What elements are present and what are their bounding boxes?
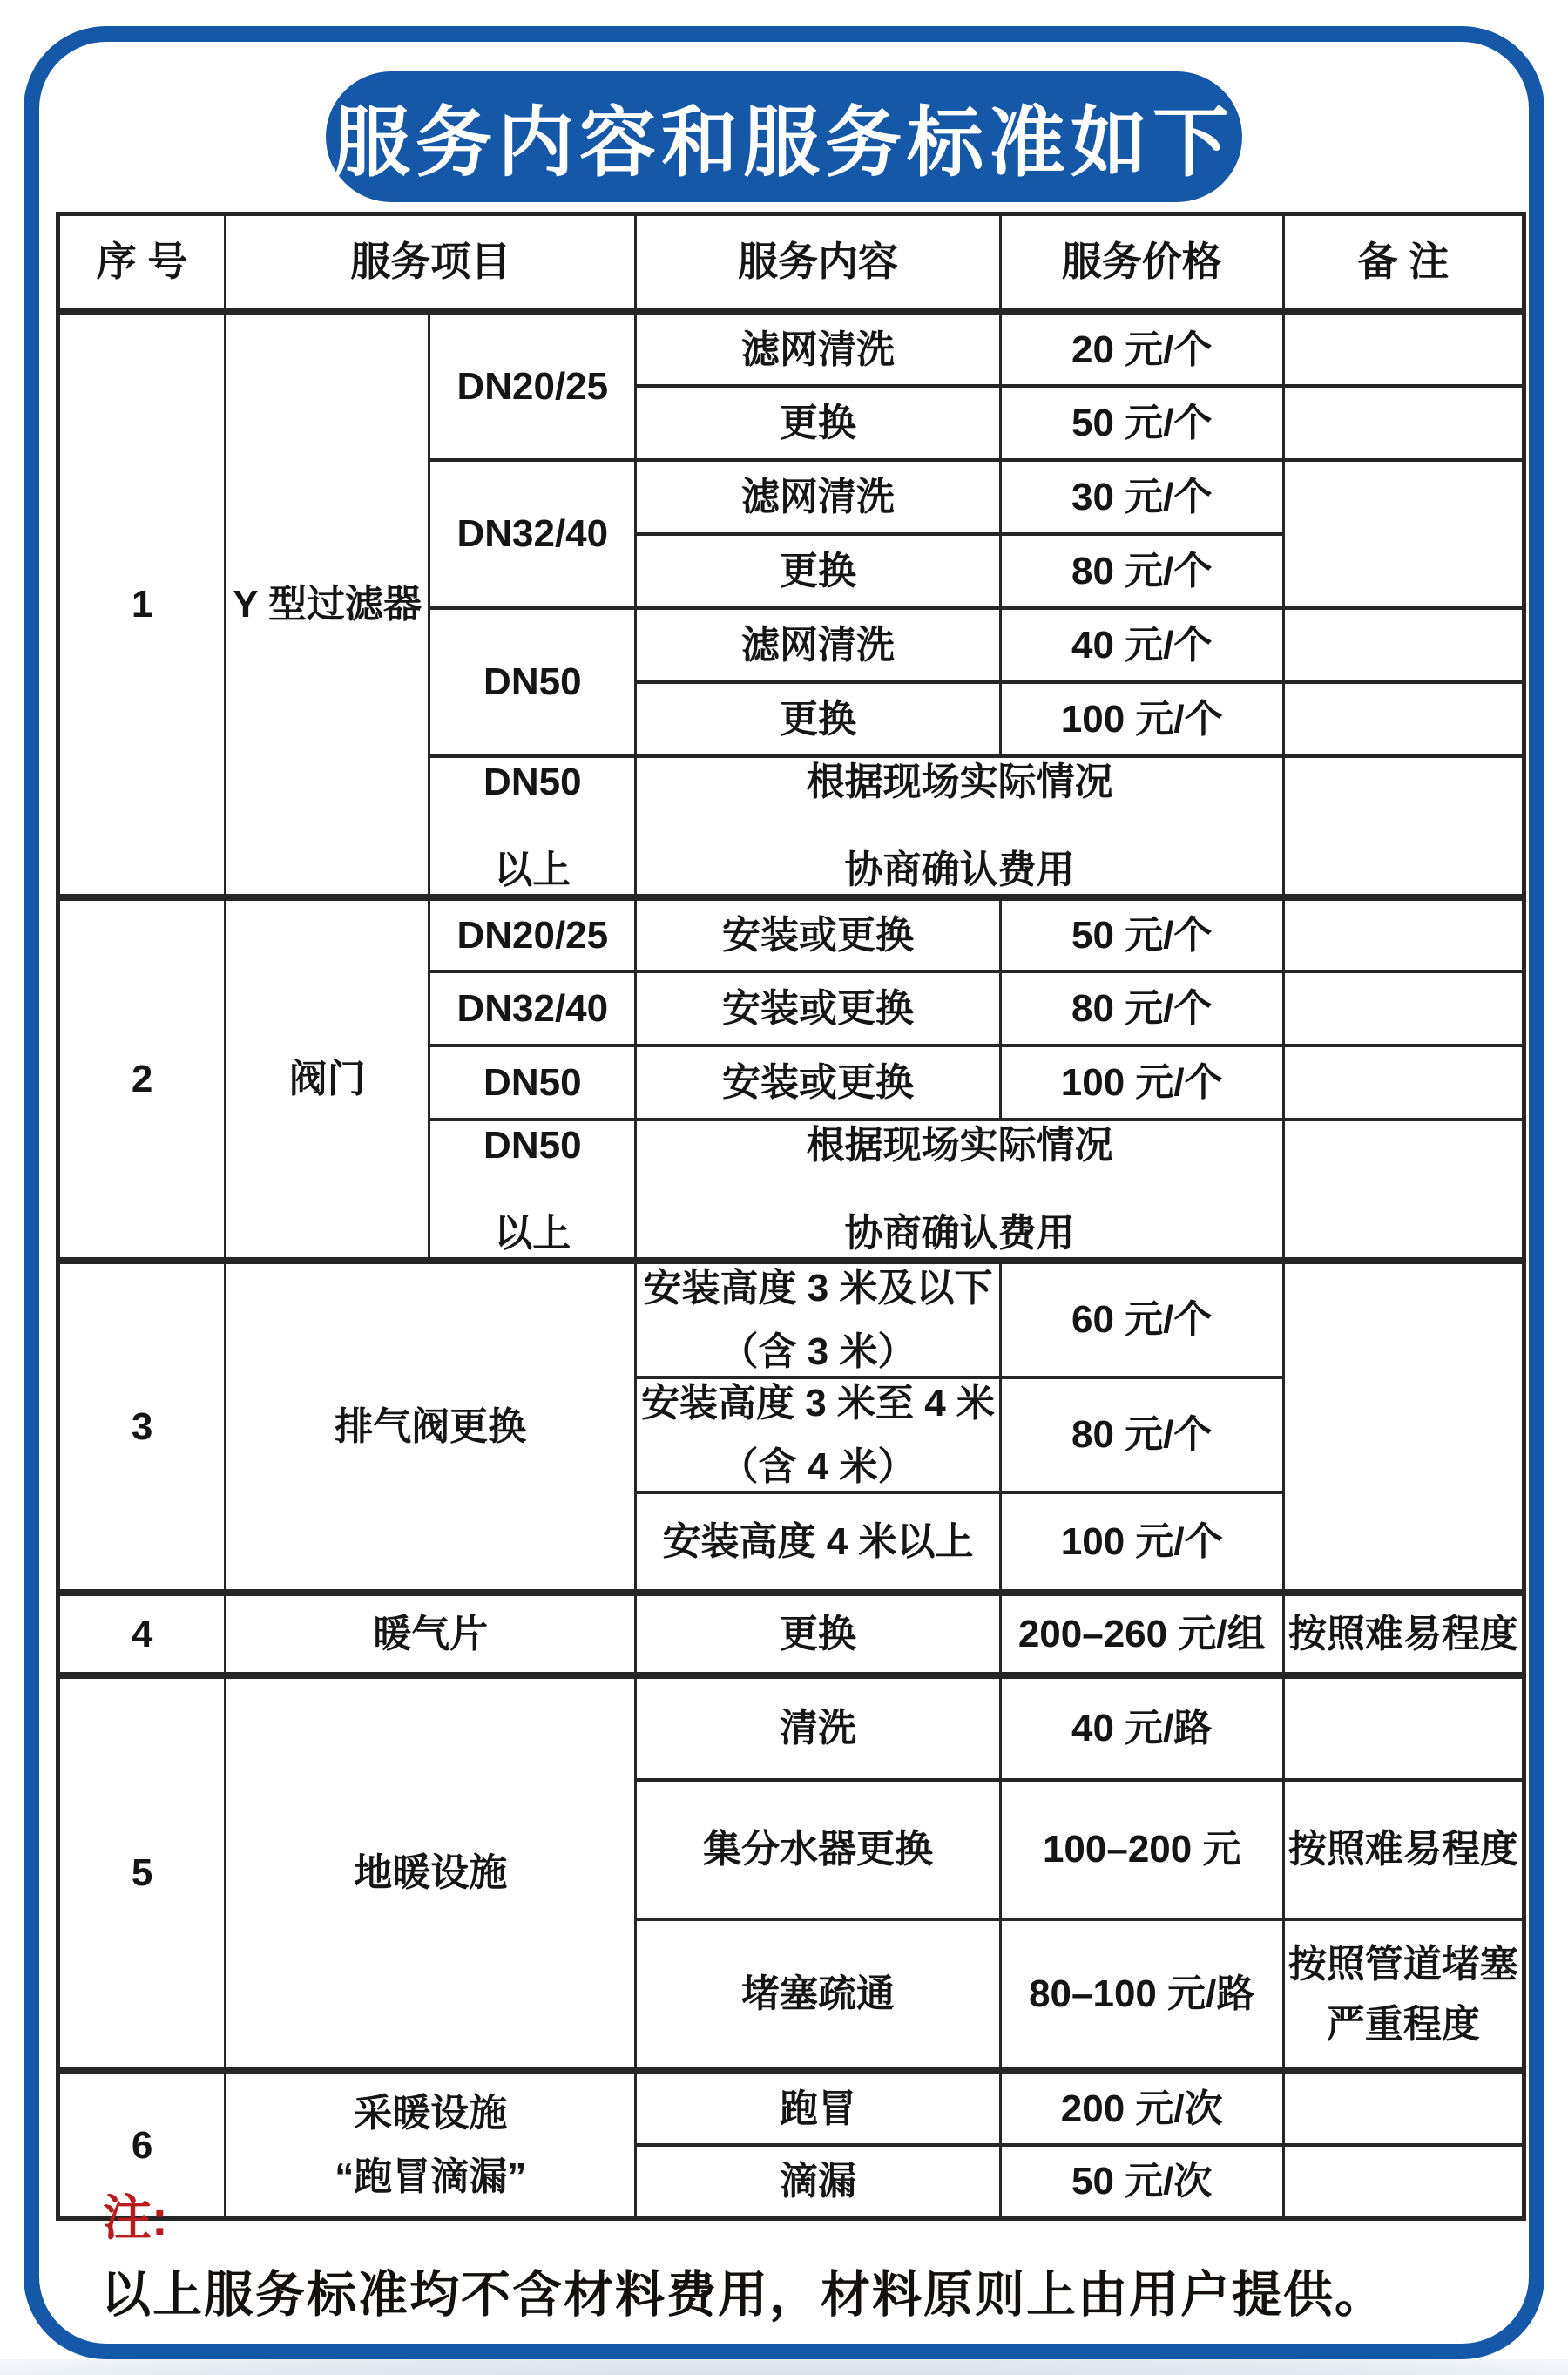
- item-cell: 地暖设施: [226, 1675, 636, 2071]
- item-line: 采暖设施: [354, 2092, 508, 2135]
- table-row: [58, 2071, 1524, 2145]
- price-cell: 100–200 元: [1000, 1780, 1283, 1919]
- page-title: 服务内容和服务标准如下: [333, 99, 1234, 186]
- item-cell: Y 型过滤器: [226, 312, 429, 897]
- content-line: 安装高度 3 米至 4 米: [641, 1381, 995, 1424]
- header-content: 服务内容: [636, 214, 1000, 312]
- remark-cell: [1283, 1919, 1524, 2071]
- remark-cell: [1283, 971, 1524, 1045]
- negotiated-fee-cell: [636, 756, 1283, 897]
- content-line: （含 3 米）: [720, 1330, 916, 1373]
- remark-cell: 按照难易程度: [1283, 1593, 1524, 1675]
- header-item: 服务项目: [226, 214, 636, 312]
- table-row: [58, 897, 1524, 971]
- price-cell: 100 元/个: [1000, 1045, 1283, 1120]
- price-cell: 200 元/次: [1000, 2071, 1283, 2145]
- title-banner: [326, 71, 1242, 202]
- spec-cell: DN32/40: [429, 971, 636, 1045]
- spec-line: DN50: [483, 1123, 582, 1167]
- content-cell: 更换: [636, 682, 1000, 756]
- serial-cell: 3: [58, 1261, 226, 1593]
- serial-cell: 2: [58, 897, 226, 1261]
- remark-line: 按照管道堵塞: [1288, 1942, 1518, 1986]
- remark-cell: [1283, 682, 1524, 756]
- negotiated-fee-line: 根据现场实际情况: [806, 760, 1113, 803]
- content-cell: 跑冒: [636, 2071, 1000, 2145]
- table-row: [58, 1593, 1524, 1675]
- negotiated-fee-line: 协商确认费用: [844, 848, 1075, 891]
- negotiated-fee-line: 协商确认费用: [844, 1211, 1075, 1255]
- item-cell: 排气阀更换: [226, 1261, 636, 1593]
- remark-line: 严重程度: [1326, 2002, 1480, 2046]
- remark-cell: [1283, 460, 1524, 608]
- content-cell: 更换: [636, 1593, 1000, 1675]
- spec-cell: [429, 1120, 636, 1261]
- content-cell: 滤网清洗: [636, 460, 1000, 534]
- price-cell: 40 元/路: [1000, 1675, 1283, 1780]
- content-cell: 安装高度 4 米以上: [636, 1492, 1000, 1593]
- content-cell: 滤网清洗: [636, 312, 1000, 386]
- table-row: [58, 312, 1524, 386]
- header-no: 序 号: [58, 214, 226, 312]
- serial-cell: 4: [58, 1593, 226, 1675]
- remark-cell: 按照难易程度: [1283, 1780, 1524, 1919]
- content-cell: 堵塞疏通: [636, 1919, 1000, 2071]
- content-cell: 清洗: [636, 1675, 1000, 1780]
- remark-cell: [1283, 2071, 1524, 2145]
- content-cell: [636, 1261, 1000, 1377]
- content-cell: 更换: [636, 386, 1000, 460]
- remark-cell: [1283, 2145, 1524, 2219]
- spec-cell: DN32/40: [429, 460, 636, 608]
- serial-cell: 1: [58, 312, 226, 897]
- negotiated-fee-cell: [636, 1120, 1283, 1261]
- price-cell: 200–260 元/组: [1000, 1593, 1283, 1675]
- content-line: （含 4 米）: [720, 1445, 916, 1488]
- item-cell: [226, 2071, 636, 2219]
- price-cell: 50 元/个: [1000, 386, 1283, 460]
- price-cell: 100 元/个: [1000, 1492, 1283, 1593]
- spec-line: DN50: [483, 760, 582, 803]
- bottom-decoration: [0, 2359, 1568, 2375]
- item-line: “跑冒滴漏”: [335, 2155, 527, 2199]
- remark-cell: [1283, 756, 1524, 897]
- header-price: 服务价格: [1000, 214, 1283, 312]
- spec-line: 以上: [494, 848, 571, 891]
- content-cell: 更换: [636, 534, 1000, 608]
- remark-cell: [1283, 1045, 1524, 1120]
- spec-cell: DN20/25: [429, 312, 636, 460]
- serial-cell: 5: [58, 1675, 226, 2071]
- content-cell: 安装或更换: [636, 897, 1000, 971]
- header-remark: 备 注: [1283, 214, 1524, 312]
- price-cell: 30 元/个: [1000, 460, 1283, 534]
- content-cell: 安装或更换: [636, 971, 1000, 1045]
- item-cell: 暖气片: [226, 1593, 636, 1675]
- table-row: [58, 1261, 1524, 1377]
- price-cell: 40 元/个: [1000, 608, 1283, 682]
- price-cell: 80 元/个: [1000, 534, 1283, 608]
- remark-cell: [1283, 312, 1524, 386]
- content-line: 安装高度 3 米及以下: [643, 1266, 993, 1309]
- note-text: 以上服务标准均不含材料费用，材料原则上由用户提供。: [101, 2267, 1386, 2323]
- remark-cell: [1283, 386, 1524, 460]
- table-row: [58, 1675, 1524, 1780]
- note-label: 注:: [103, 2190, 168, 2245]
- service-price-table: [56, 212, 1526, 2221]
- negotiated-fee-line: 根据现场实际情况: [806, 1123, 1113, 1167]
- price-cell: 50 元/个: [1000, 897, 1283, 971]
- remark-cell: [1283, 897, 1524, 971]
- content-cell: [636, 1377, 1000, 1492]
- spec-cell: DN50: [429, 1045, 636, 1120]
- content-cell: 滤网清洗: [636, 608, 1000, 682]
- table-header-row: [58, 214, 1524, 312]
- remark-cell: [1283, 1261, 1524, 1593]
- spec-cell: DN20/25: [429, 897, 636, 971]
- spec-line: 以上: [494, 1211, 571, 1255]
- price-cell: 60 元/个: [1000, 1261, 1283, 1377]
- content-cell: 集分水器更换: [636, 1780, 1000, 1919]
- content-cell: 滴漏: [636, 2145, 1000, 2219]
- remark-cell: [1283, 608, 1524, 682]
- price-cell: 100 元/个: [1000, 682, 1283, 756]
- serial-cell: 6: [58, 2071, 226, 2219]
- item-cell: 阀门: [226, 897, 429, 1261]
- price-cell: 50 元/次: [1000, 2145, 1283, 2219]
- spec-cell: [429, 756, 636, 897]
- remark-cell: [1283, 1120, 1524, 1261]
- price-cell: 80–100 元/路: [1000, 1919, 1283, 2071]
- content-cell: 安装或更换: [636, 1045, 1000, 1120]
- price-cell: 20 元/个: [1000, 312, 1283, 386]
- remark-cell: [1283, 1675, 1524, 1780]
- spec-cell: DN50: [429, 608, 636, 756]
- price-cell: 80 元/个: [1000, 1377, 1283, 1492]
- price-cell: 80 元/个: [1000, 971, 1283, 1045]
